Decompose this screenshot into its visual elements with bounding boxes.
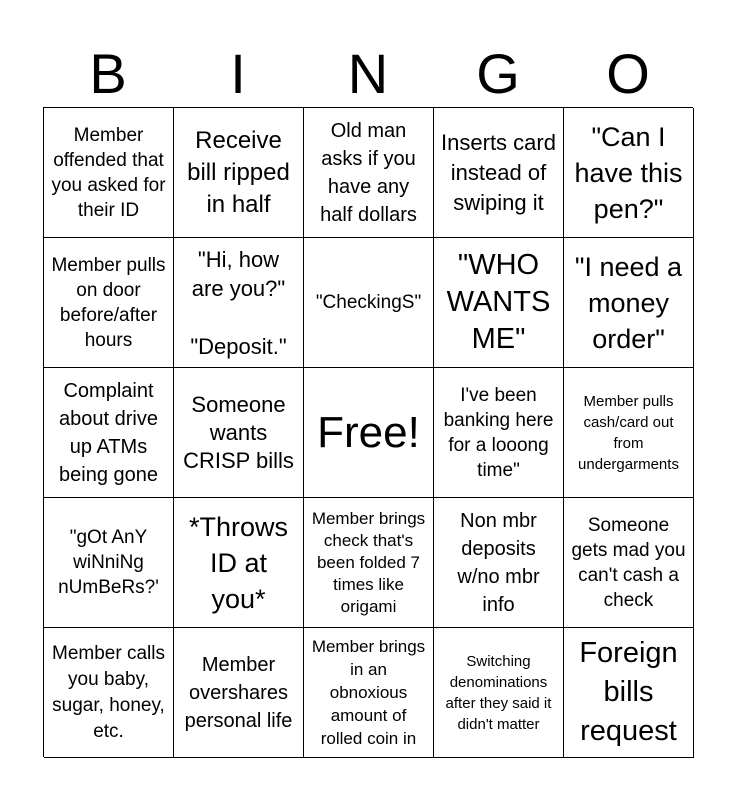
bingo-cell[interactable] — [44, 368, 174, 498]
bingo-cell[interactable] — [564, 238, 694, 368]
bingo-cell[interactable] — [174, 108, 304, 238]
cell-text: *Throws ID at you* — [188, 511, 289, 614]
cell-text: Non mbr deposits w/no mbr info — [457, 509, 540, 616]
cell-text: Member overshares personal life — [184, 653, 293, 732]
cell-text: Member brings check that's been folded 7 times like origami — [311, 508, 426, 616]
cell-text: "gOt AnY wiNniNg nUmBeRs?' — [58, 527, 159, 598]
header-letter-i: I — [230, 42, 246, 105]
cell-text: Old man asks if you have any half dollars — [320, 119, 417, 226]
cell-text: "I need a money order" — [574, 251, 683, 354]
bingo-cell[interactable] — [44, 628, 174, 758]
bingo-cell[interactable] — [304, 108, 434, 238]
bingo-cell[interactable] — [174, 368, 304, 498]
bingo-cell[interactable] — [304, 628, 434, 758]
bingo-cell[interactable] — [434, 368, 564, 498]
bingo-cell[interactable] — [434, 108, 564, 238]
cell-text: Someone gets mad you can't cash a check — [571, 514, 686, 611]
free-space-cell[interactable] — [304, 368, 434, 498]
bingo-cell[interactable] — [434, 238, 564, 368]
bingo-cell[interactable] — [304, 238, 434, 368]
cell-text: "Can I have this pen?" — [574, 121, 683, 224]
cell-text: Receive bill ripped in half — [187, 126, 290, 218]
cell-text: Member pulls on door before/after hours — [51, 254, 166, 351]
cell-text: Member offended that you asked for their ID — [51, 124, 166, 221]
bingo-cell[interactable] — [174, 238, 304, 368]
bingo-cell[interactable] — [174, 498, 304, 628]
header-letter-n: N — [347, 42, 389, 105]
bingo-cell[interactable] — [44, 498, 174, 628]
bingo-header — [43, 44, 693, 104]
cell-text: Switching denominations after they said it didn't matter — [445, 652, 552, 733]
bingo-grid — [43, 107, 693, 757]
bingo-cell[interactable] — [564, 498, 694, 628]
header-letter-g: G — [476, 42, 520, 105]
bingo-cell[interactable] — [564, 628, 694, 758]
bingo-cell[interactable] — [434, 628, 564, 758]
bingo-cell[interactable] — [304, 498, 434, 628]
cell-text: I've been banking here for a looong time" — [443, 384, 554, 481]
bingo-cell[interactable] — [44, 238, 174, 368]
cell-text: Member brings in an obnoxious amount of rolled coin in — [311, 637, 426, 748]
free-space-text: Free! — [317, 407, 420, 457]
cell-text: Member pulls cash/card out from undergarments — [578, 392, 679, 473]
bingo-cell[interactable] — [564, 108, 694, 238]
header-letter-b: B — [89, 42, 127, 105]
cell-text: Foreign bills request — [579, 637, 678, 747]
cell-text: Inserts card instead of swiping it — [441, 129, 556, 215]
cell-text: "WHO WANTS ME" — [446, 249, 551, 355]
cell-text: Member calls you baby, sugar, honey, etc. — [52, 642, 165, 742]
bingo-cell[interactable] — [44, 108, 174, 238]
cell-text: Complaint about drive up ATMs being gone — [59, 379, 158, 486]
bingo-cell[interactable] — [434, 498, 564, 628]
header-letter-o: O — [606, 42, 650, 105]
cell-text: "Hi, how are you?" "Deposit." — [190, 246, 287, 359]
cell-text: "CheckingS" — [315, 292, 422, 313]
bingo-cell[interactable] — [564, 368, 694, 498]
bingo-cell[interactable] — [174, 628, 304, 758]
cell-text: Someone wants CRISP bills — [183, 391, 294, 473]
